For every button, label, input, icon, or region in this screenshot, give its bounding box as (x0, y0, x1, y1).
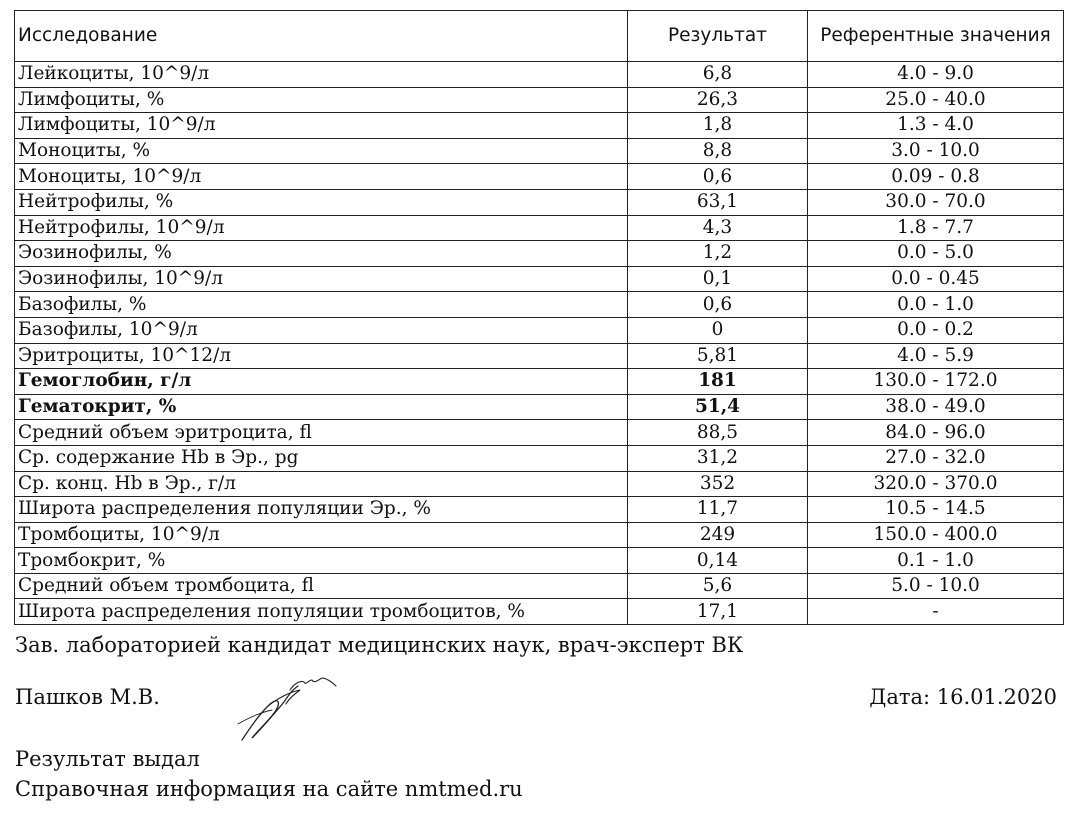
test-name-cell: Тромбокрит, % (15, 548, 628, 574)
reference-range-cell: 1.3 - 4.0 (808, 113, 1064, 139)
test-name-cell: Лимфоциты, % (15, 87, 628, 113)
table-row (15, 266, 1064, 292)
result-cell: 4,3 (628, 215, 808, 241)
result-cell: 0 (628, 317, 808, 343)
test-name-cell: Широта распределения популяции Эр., % (15, 497, 628, 523)
test-name-cell: Моноциты, 10^9/л (15, 164, 628, 190)
test-name-cell: Средний объем тромбоцита, fl (15, 573, 628, 599)
table-row (15, 62, 1064, 88)
test-name-cell: Эритроциты, 10^12/л (15, 343, 628, 369)
result-cell: 0,14 (628, 548, 808, 574)
table-row (15, 215, 1064, 241)
test-name-cell: Гематокрит, % (15, 394, 628, 420)
table-row (15, 471, 1064, 497)
test-name-cell: Базофилы, % (15, 292, 628, 318)
table-row (15, 394, 1064, 420)
result-cell: 249 (628, 522, 808, 548)
reference-range-cell: 0.0 - 1.0 (808, 292, 1064, 318)
result-cell: 1,8 (628, 113, 808, 139)
result-cell: 6,8 (628, 62, 808, 88)
reference-range-cell: 0.0 - 0.2 (808, 317, 1064, 343)
test-name-cell: Гемоглобин, г/л (15, 369, 628, 395)
reference-range-cell: 10.5 - 14.5 (808, 497, 1064, 523)
result-cell: 5,6 (628, 573, 808, 599)
test-name-cell: Широта распределения популяции тромбоцитов, % (15, 599, 628, 625)
table-row (15, 317, 1064, 343)
result-cell: 63,1 (628, 189, 808, 215)
reference-range-cell: 84.0 - 96.0 (808, 420, 1064, 446)
test-name-cell: Базофилы, 10^9/л (15, 317, 628, 343)
table-row (15, 343, 1064, 369)
test-name-cell: Ср. содержание Hb в Эр., pg (15, 445, 628, 471)
table-row (15, 497, 1064, 523)
result-cell: 1,2 (628, 241, 808, 267)
table-row (15, 87, 1064, 113)
issued-by-text: Результат выдал (15, 747, 200, 771)
test-name-cell: Эозинофилы, % (15, 241, 628, 267)
signature-image (228, 668, 348, 748)
result-cell: 31,2 (628, 445, 808, 471)
head-of-lab-text: Зав. лабораторией кандидат медицинских наук, врач-эксперт ВК (15, 633, 744, 657)
test-name-cell: Нейтрофилы, % (15, 189, 628, 215)
table-row (15, 292, 1064, 318)
reference-range-cell: - (808, 599, 1064, 625)
table-row (15, 164, 1064, 190)
reference-range-cell: 320.0 - 370.0 (808, 471, 1064, 497)
test-name-cell: Нейтрофилы, 10^9/л (15, 215, 628, 241)
table-header-row (15, 11, 1064, 62)
doctor-name: Пашков М.В. (15, 685, 160, 709)
table-body (15, 62, 1064, 625)
test-name-cell: Лейкоциты, 10^9/л (15, 62, 628, 88)
result-cell: 0,6 (628, 292, 808, 318)
table-row (15, 241, 1064, 267)
reference-range-cell: 0.0 - 5.0 (808, 241, 1064, 267)
table-row (15, 522, 1064, 548)
table-row (15, 573, 1064, 599)
result-cell: 17,1 (628, 599, 808, 625)
date-text: Дата: 16.01.2020 (869, 685, 1057, 709)
reference-range-cell: 150.0 - 400.0 (808, 522, 1064, 548)
table-row (15, 113, 1064, 139)
result-cell: 26,3 (628, 87, 808, 113)
reference-range-cell: 0.09 - 0.8 (808, 164, 1064, 190)
reference-range-cell: 130.0 - 172.0 (808, 369, 1064, 395)
table-row (15, 189, 1064, 215)
result-cell: 88,5 (628, 420, 808, 446)
test-name-cell: Моноциты, % (15, 138, 628, 164)
test-name-cell: Эозинофилы, 10^9/л (15, 266, 628, 292)
reference-range-cell: 1.8 - 7.7 (808, 215, 1064, 241)
table-row (15, 138, 1064, 164)
column-header-reference: Референтные значения (808, 11, 1064, 62)
reference-range-cell: 25.0 - 40.0 (808, 87, 1064, 113)
result-cell: 5,81 (628, 343, 808, 369)
table-row (15, 369, 1064, 395)
table-row (15, 445, 1064, 471)
reference-range-cell: 5.0 - 10.0 (808, 573, 1064, 599)
result-cell: 0,6 (628, 164, 808, 190)
reference-range-cell: 4.0 - 5.9 (808, 343, 1064, 369)
column-header-result: Результат (628, 11, 808, 62)
result-cell: 11,7 (628, 497, 808, 523)
column-header-test: Исследование (15, 11, 628, 62)
reference-range-cell: 38.0 - 49.0 (808, 394, 1064, 420)
results-table (14, 10, 1064, 625)
test-name-cell: Средний объем эритроцита, fl (15, 420, 628, 446)
reference-range-cell: 30.0 - 70.0 (808, 189, 1064, 215)
test-name-cell: Ср. конц. Hb в Эр., г/л (15, 471, 628, 497)
reference-range-cell: 3.0 - 10.0 (808, 138, 1064, 164)
table-row (15, 599, 1064, 625)
result-cell: 8,8 (628, 138, 808, 164)
result-cell: 352 (628, 471, 808, 497)
result-cell: 0,1 (628, 266, 808, 292)
test-name-cell: Лимфоциты, 10^9/л (15, 113, 628, 139)
table-row (15, 420, 1064, 446)
reference-info-text: Справочная информация на сайте nmtmed.ru (15, 777, 523, 801)
reference-range-cell: 0.0 - 0.45 (808, 266, 1064, 292)
test-name-cell: Тромбоциты, 10^9/л (15, 522, 628, 548)
reference-range-cell: 0.1 - 1.0 (808, 548, 1064, 574)
result-cell: 181 (628, 369, 808, 395)
reference-range-cell: 4.0 - 9.0 (808, 62, 1064, 88)
reference-range-cell: 27.0 - 32.0 (808, 445, 1064, 471)
table-row (15, 548, 1064, 574)
result-cell: 51,4 (628, 394, 808, 420)
